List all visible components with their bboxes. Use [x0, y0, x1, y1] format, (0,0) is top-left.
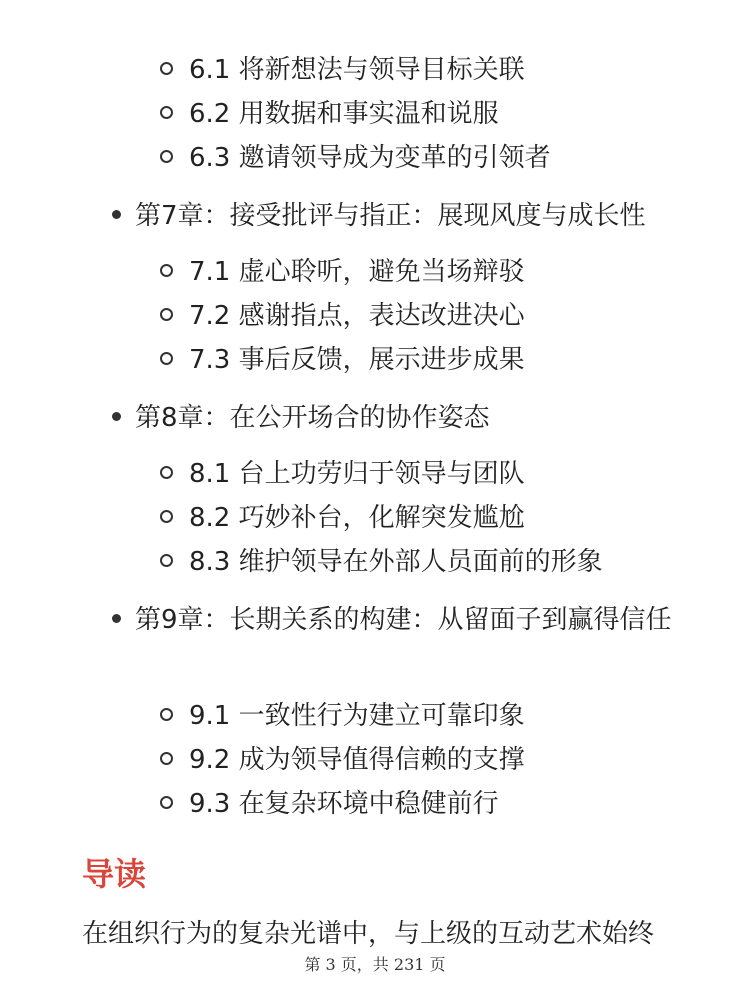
toc-subitem-text: 9.2 成为领导值得信赖的支撑: [189, 745, 525, 775]
toc-subitem-6-2[interactable]: [160, 96, 499, 132]
toc-subitem-text: 6.2 用数据和事实温和说服: [189, 99, 499, 129]
hollow-bullet-icon: [160, 308, 173, 321]
toc-subitem-text: 6.1 将新想法与领导目标关联: [189, 55, 525, 85]
hollow-bullet-icon: [160, 466, 173, 479]
hollow-bullet-icon: [160, 106, 173, 119]
toc-subitem-6-1[interactable]: [160, 52, 525, 88]
filled-bullet-icon: [112, 210, 121, 219]
toc-chapter-title: 第8章：在公开场合的协作姿态: [135, 403, 490, 433]
toc-subitem-text: 7.3 事后反馈，展示进步成果: [189, 345, 525, 375]
filled-bullet-icon: [112, 614, 121, 623]
toc-chapter-8[interactable]: [112, 400, 490, 436]
toc-subitem-text: 6.3 邀请领导成为变革的引领者: [189, 143, 551, 173]
toc-chapter-9[interactable]: [112, 598, 695, 642]
toc-subitem-text: 9.3 在复杂环境中稳健前行: [189, 789, 499, 819]
page-number-footer: 第 3 页，共 231 页: [304, 955, 446, 974]
section-heading-intro: 导读: [82, 855, 147, 893]
intro-paragraph: 在组织行为的复杂光谱中，与上级的互动艺术始终: [82, 919, 655, 949]
hollow-bullet-icon: [160, 554, 173, 567]
toc-chapter-title: 第9章：长期关系的构建：从留面子到赢得信任: [135, 605, 672, 635]
toc-subitem-7-2[interactable]: [160, 298, 525, 334]
toc-subitem-7-1[interactable]: [160, 254, 525, 290]
toc-subitem-9-3[interactable]: [160, 786, 499, 822]
toc-subitem-9-1[interactable]: [160, 698, 525, 734]
hollow-bullet-icon: [160, 796, 173, 809]
toc-subitem-text: 8.3 维护领导在外部人员面前的形象: [189, 547, 603, 577]
toc-subitem-text: 9.1 一致性行为建立可靠印象: [189, 701, 525, 731]
toc-subitem-text: 7.1 虚心聆听，避免当场辩驳: [189, 257, 525, 287]
filled-bullet-icon: [112, 412, 121, 421]
toc-subitem-8-1[interactable]: [160, 456, 525, 492]
toc-subitem-text: 7.2 感谢指点，表达改进决心: [189, 301, 525, 331]
hollow-bullet-icon: [160, 510, 173, 523]
hollow-bullet-icon: [160, 264, 173, 277]
hollow-bullet-icon: [160, 708, 173, 721]
toc-subitem-6-3[interactable]: [160, 140, 551, 176]
hollow-bullet-icon: [160, 352, 173, 365]
hollow-bullet-icon: [160, 752, 173, 765]
toc-subitem-text: 8.1 台上功劳归于领导与团队: [189, 459, 525, 489]
toc-subitem-8-2[interactable]: [160, 500, 525, 536]
hollow-bullet-icon: [160, 62, 173, 75]
toc-subitem-9-2[interactable]: [160, 742, 525, 778]
toc-subitem-text: 8.2 巧妙补台，化解突发尴尬: [189, 503, 525, 533]
toc-chapter-7[interactable]: [112, 198, 646, 234]
toc-chapter-title: 第7章：接受批评与指正：展现风度与成长性: [135, 201, 646, 231]
toc-subitem-7-3[interactable]: [160, 342, 525, 378]
toc-subitem-8-3[interactable]: [160, 544, 603, 580]
hollow-bullet-icon: [160, 150, 173, 163]
